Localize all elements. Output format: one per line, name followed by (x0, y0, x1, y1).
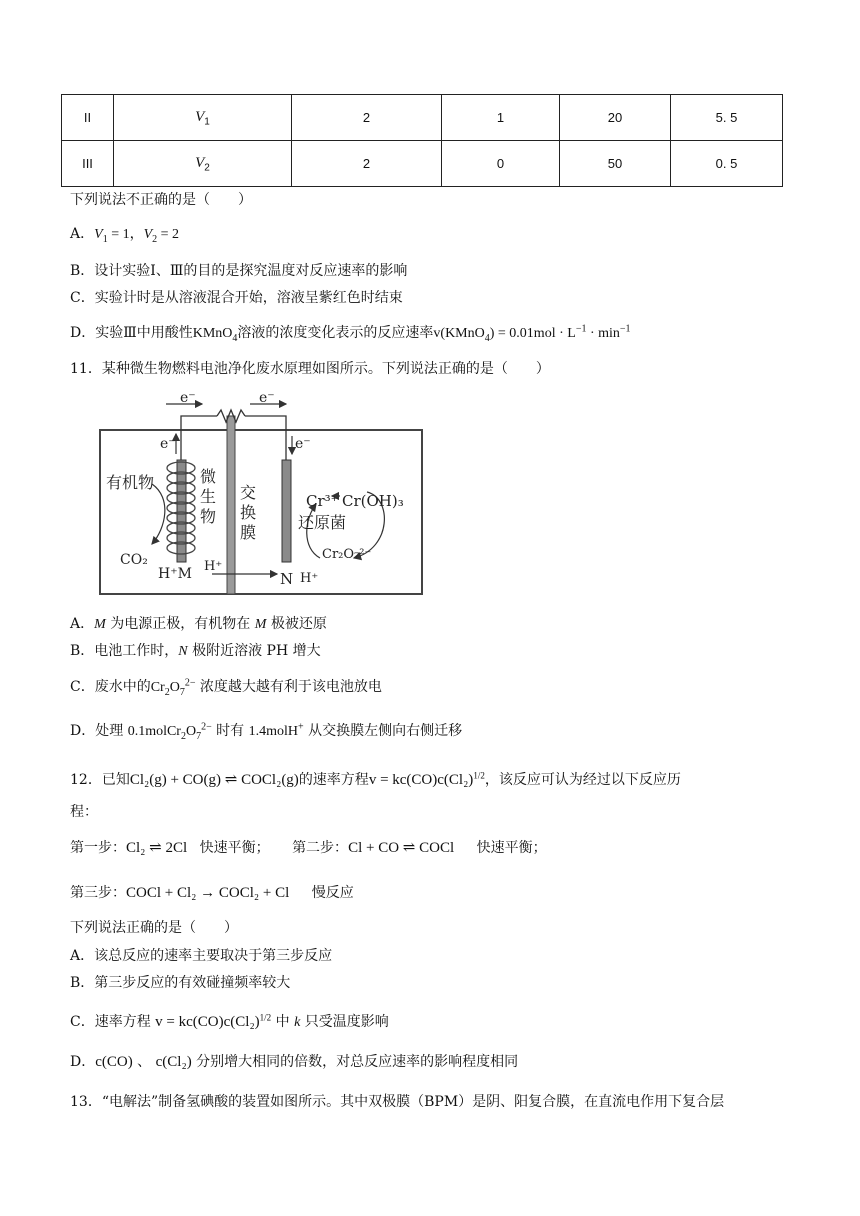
experiment-table (61, 94, 783, 187)
q12-step-3: 第三步：COCl + Cl₂ → COCl₂ + Cl 慢反应 (70, 885, 354, 901)
electrode-m (177, 460, 186, 562)
volume-cell: $V_2$ (114, 141, 292, 187)
svg-text:微: 微 (200, 467, 217, 486)
svg-text:H⁺M: H⁺M (158, 566, 192, 582)
q11-option-b: B．电池工作时，N 极附近溶液 PH 增大 (70, 643, 321, 659)
electrode-n (282, 460, 291, 562)
svg-text:e⁻: e⁻ (160, 436, 176, 452)
svg-text:H⁺: H⁺ (204, 559, 223, 574)
svg-text:N: N (280, 570, 294, 588)
q12-ask: 下列说法正确的是（ ） (70, 920, 238, 936)
svg-text:H⁺: H⁺ (300, 571, 319, 586)
svg-text:e⁻: e⁻ (259, 390, 275, 406)
table-cell: 50 (560, 141, 671, 187)
table-cell: 2 (292, 95, 442, 141)
q13-stem: 13．“电解法”制备氢碘酸的装置如图所示。其中双极膜（BPM）是阴、阳复合膜，在直流电作用下复合层 (70, 1094, 725, 1110)
svg-text:生: 生 (200, 487, 217, 506)
table-cell: 2 (292, 141, 442, 187)
organic-label: 有机物 (106, 473, 155, 492)
q12-stem-cont: 程： (70, 804, 98, 820)
q12-step-1-2: 第一步：Cl₂ ⇌ 2Cl 快速平衡； 第二步：Cl + CO ⇌ COCl 快速平衡； (70, 840, 547, 856)
q12-option-b: B．第三步反应的有效碰撞频率较大 (70, 975, 291, 991)
q11-option-a: A．M 为电源正极，有机物在 M 极被还原 (70, 616, 327, 632)
svg-text:e⁻: e⁻ (180, 390, 196, 406)
q10-option-a: A．$V_1 = 1$，$V_2 = 2$ (70, 226, 180, 245)
table-cell: 0. 5 (671, 141, 783, 187)
q11-option-c: C．废水中的$Cr_2O_7^{2-}$ 浓度越大越有利于该电池放电 (70, 677, 382, 698)
q10-option-d: D．实验Ⅲ中用酸性KMnO$_4$溶液的浓度变化表示的反应速率v(KMnO$_4$) = $0.01mol \cdot L^{-1} \cdot \min^{-1}$ (70, 323, 631, 344)
table-row (62, 141, 783, 187)
fuel-cell-diagram (92, 388, 430, 600)
q12-option-a: A．该总反应的速率主要取决于第三步反应 (70, 948, 333, 964)
exchange-membrane (227, 416, 235, 594)
q12-stem: 12．已知Cl₂(g) + CO(g) ⇌ COCl₂(g)的速率方程$v = kc(CO)c(Cl_2)^{1/2}$，该反应可认为经过以下反应历 (70, 770, 681, 788)
row-id: II (62, 95, 114, 141)
svg-text:Cr³⁺: Cr³⁺ (306, 492, 339, 510)
svg-text:交: 交 (240, 483, 257, 502)
q12-option-c: C．速率方程 $v = kc(CO)c(Cl_2)^{1/2}$ 中 k 只受温度影响 (70, 1012, 389, 1030)
svg-text:膜: 膜 (240, 523, 257, 542)
table-cell: 0 (442, 141, 560, 187)
q10-stem: 下列说法不正确的是（ ） (70, 192, 252, 208)
table-cell: 5. 5 (671, 95, 783, 141)
svg-text:换: 换 (240, 503, 257, 522)
svg-text:还原菌: 还原菌 (298, 513, 347, 532)
svg-text:Cr(OH)₃: Cr(OH)₃ (342, 492, 404, 510)
svg-text:CO₂: CO₂ (120, 552, 148, 568)
svg-text:物: 物 (200, 507, 217, 526)
svg-text:e⁻: e⁻ (295, 436, 311, 452)
cell-tank (100, 430, 422, 594)
table-cell: 20 (560, 95, 671, 141)
q12-option-d: D．c(CO) 、 c(Cl₂) 分别增大相同的倍数，对总反应速率的影响程度相同 (70, 1054, 519, 1070)
row-id: III (62, 141, 114, 187)
svg-text:Cr₂O₇²⁻: Cr₂O₇²⁻ (322, 547, 372, 562)
volume-cell: $V_1$ (114, 95, 292, 141)
table-cell: 1 (442, 95, 560, 141)
q10-option-b: B．设计实验Ⅰ、Ⅲ的目的是探究温度对反应速率的影响 (70, 263, 408, 279)
table-row (62, 95, 783, 141)
q11-option-d: D．处理 $0.1molCr_2O_7^{2-}$ 时有 1.4molH+ 从交换膜左侧向右侧迁移 (70, 721, 463, 742)
q10-option-c: C．实验计时是从溶液混合开始，溶液呈紫红色时结束 (70, 290, 403, 306)
q11-stem: 11．某种微生物燃料电池净化废水原理如图所示。下列说法正确的是（ ） (70, 361, 550, 377)
